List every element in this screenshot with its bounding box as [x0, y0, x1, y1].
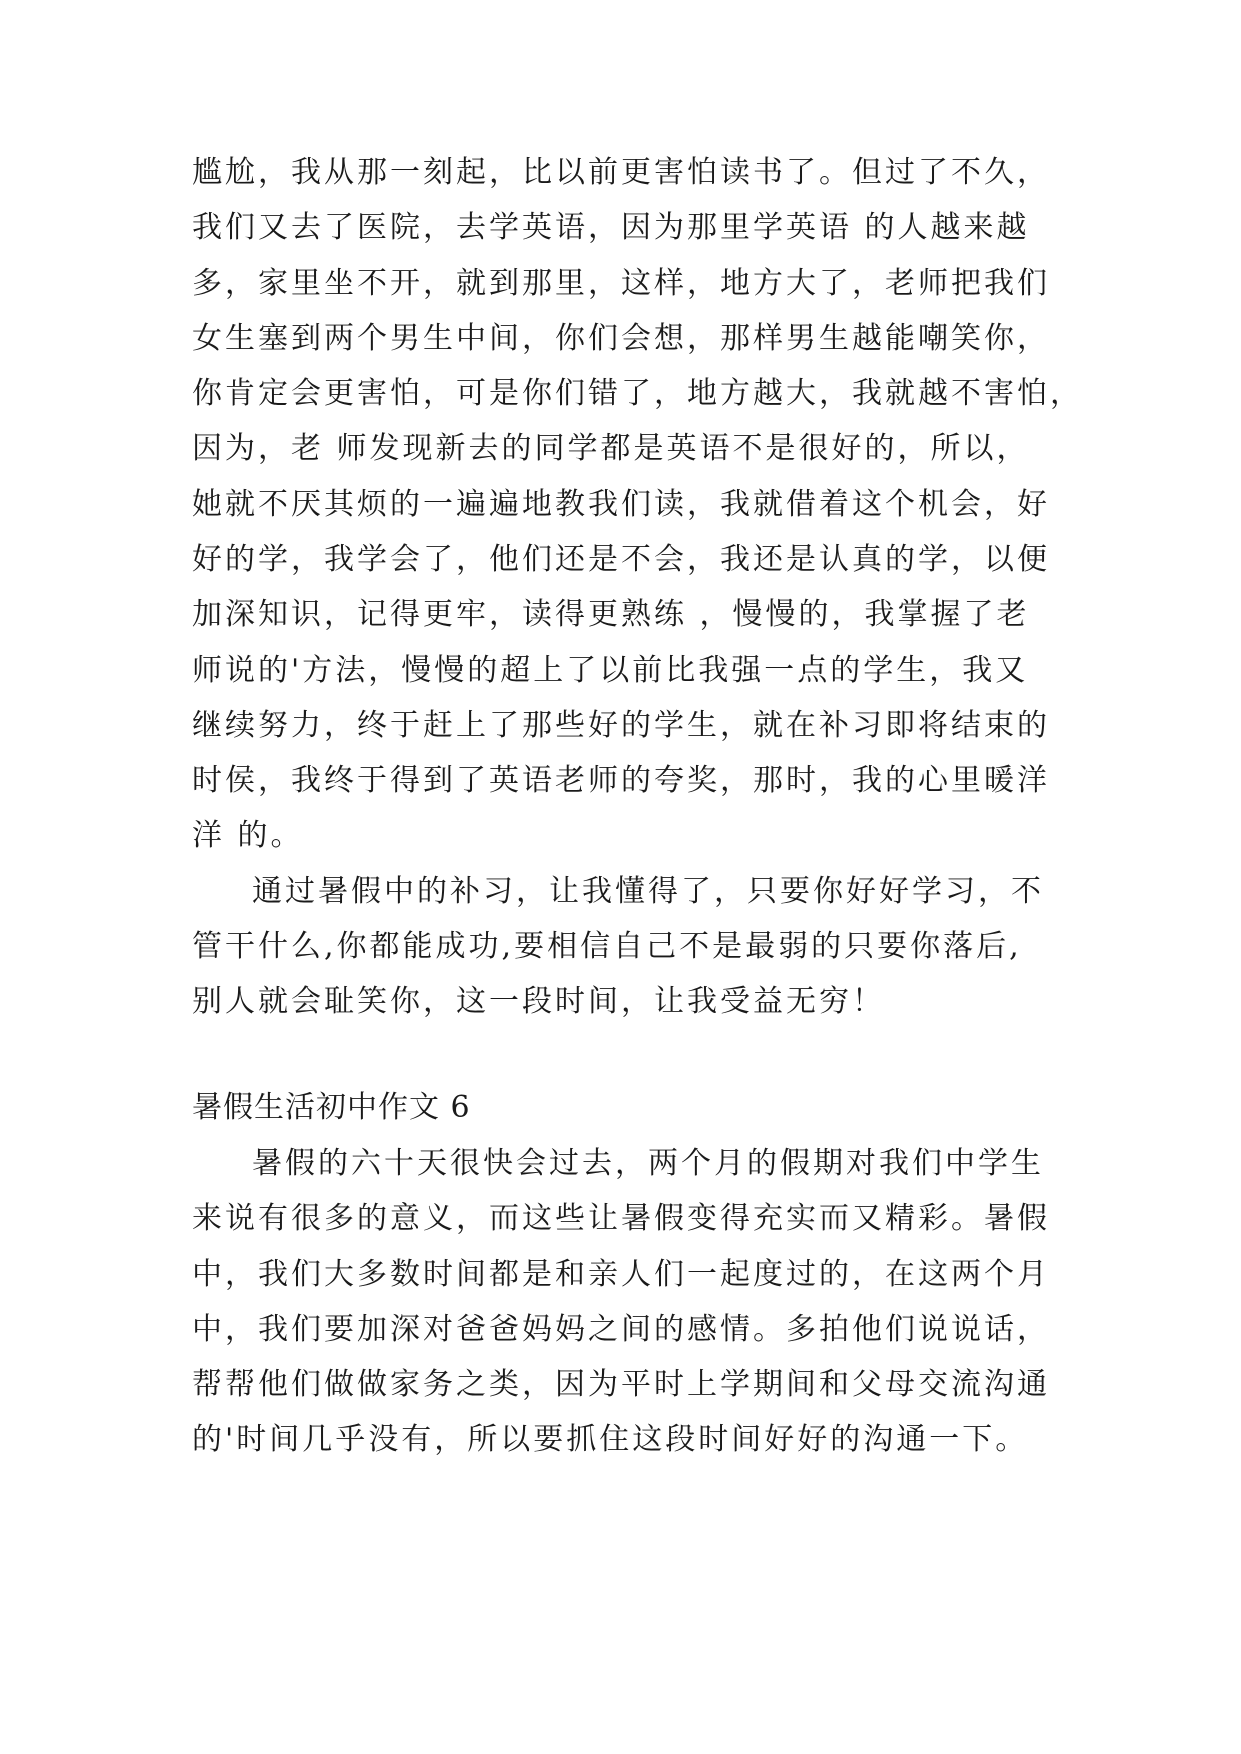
paragraph-line: 好的学，我学会了，他们还是不会，我还是认真的学，以便 — [192, 542, 1050, 577]
paragraph-line: 加深知识，记得更牢，读得更熟练 ，慢慢的，我掌握了老 — [192, 597, 1030, 632]
paragraph-line: 继续努力，终于赶上了那些好的学生，就在补习即将结束的 — [192, 708, 1050, 743]
section-heading: 暑假生活初中作文 6 — [192, 1090, 471, 1125]
paragraph-line: 帮帮他们做做家务之类，因为平时上学期间和父母交流沟通 — [192, 1367, 1050, 1402]
paragraph-line: 我们又去了医院，去学英语，因为那里学英语 的人越来越 — [192, 210, 1030, 245]
paragraph-line: 来说有很多的意义，而这些让暑假变得充实而又精彩。暑假 — [192, 1201, 1050, 1236]
paragraph-line: 管干什么,你都能成功,要相信自己不是最弱的只要你落后, — [192, 929, 1022, 964]
paragraph-line: 中，我们大多数时间都是和亲人们一起度过的，在这两个月 — [192, 1257, 1050, 1292]
paragraph-line: 暑假的六十天很快会过去，两个月的假期对我们中学生 — [252, 1146, 1044, 1181]
paragraph-line: 尴尬，我从那一刻起，比以前更害怕读书了。但过了不久， — [192, 155, 1050, 190]
paragraph-line: 洋 的。 — [192, 818, 304, 853]
paragraph-line: 师说的'方法，慢慢的超上了以前比我强一点的学生，我又 — [192, 653, 1029, 688]
paragraph-line: 中，我们要加深对爸爸妈妈之间的感情。多拍他们说说话， — [192, 1312, 1050, 1347]
paragraph-line: 因为，老 师发现新去的同学都是英语不是很好的，所以， — [192, 431, 1030, 466]
paragraph-line: 女生塞到两个男生中间，你们会想，那样男生越能嘲笑你， — [192, 321, 1050, 356]
paragraph-line: 时侯，我终于得到了英语老师的夸奖，那时，我的心里暖洋 — [192, 763, 1050, 798]
paragraph-line: 她就不厌其烦的一遍遍地教我们读，我就借着这个机会，好 — [192, 487, 1050, 522]
paragraph-line: 别人就会耻笑你，这一段时间，让我受益无穷！ — [192, 984, 885, 1019]
paragraph-line: 你肯定会更害怕，可是你们错了，地方越大，我就越不害怕， — [192, 376, 1083, 411]
paragraph-line: 的'时间几乎没有，所以要抓住这段时间好好的沟通一下。 — [192, 1422, 1029, 1457]
paragraph-line: 通过暑假中的补习，让我懂得了，只要你好好学习，不 — [252, 874, 1044, 909]
paragraph-line: 多，家里坐不开，就到那里，这样，地方大了，老师把我们 — [192, 266, 1050, 301]
